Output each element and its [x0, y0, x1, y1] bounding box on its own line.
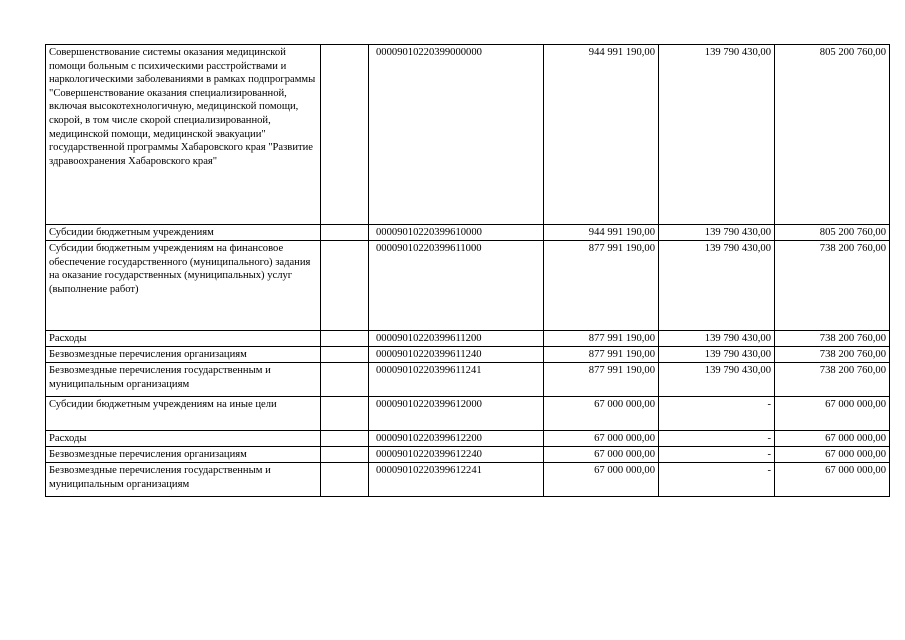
- row-amount-cell: 738 200 760,00: [775, 363, 890, 397]
- row-amount-cell: 944 991 190,00: [544, 45, 659, 225]
- table-row: [46, 331, 890, 347]
- row-name-cell: Субсидии бюджетным учреждениям на финансовое обеспечение государственного (муниципального) задания на оказание государственных (муниципальных) услуг (выполнение работ): [46, 241, 321, 331]
- row-code-cell: 00009010220399612000: [369, 397, 544, 431]
- row-amount-cell: 139 790 430,00: [659, 241, 775, 331]
- row-amount-cell: 67 000 000,00: [775, 447, 890, 463]
- row-code-cell: 00009010220399611200: [369, 331, 544, 347]
- row-code-cell: 00009010220399612241: [369, 463, 544, 497]
- row-code-cell: 00009010220399612200: [369, 431, 544, 447]
- empty-cell: [321, 45, 369, 225]
- row-amount-cell: -: [659, 463, 775, 497]
- row-code-cell: 00009010220399611241: [369, 363, 544, 397]
- row-amount-cell: 67 000 000,00: [775, 431, 890, 447]
- row-amount-cell: 805 200 760,00: [775, 225, 890, 241]
- empty-cell: [321, 347, 369, 363]
- empty-cell: [321, 363, 369, 397]
- row-name-cell: Совершенствование системы оказания медицинской помощи больным с психическими расстройствами и наркологическими заболеваниями в рамках подпрограммы "Совершенствование оказания специализированной, включая высокотехнологичную, медицинской помощи, скорой, в том числе скорой специализированной, медицинской помощи, медицинской эвакуации" государственной программы Хабаровского края "Развитие здравоохранения Хабаровского края": [46, 45, 321, 225]
- empty-cell: [321, 431, 369, 447]
- empty-cell: [321, 331, 369, 347]
- row-amount-cell: -: [659, 431, 775, 447]
- row-amount-cell: 738 200 760,00: [775, 347, 890, 363]
- row-code-cell: 00009010220399610000: [369, 225, 544, 241]
- empty-cell: [321, 447, 369, 463]
- row-code-cell: 00009010220399612240: [369, 447, 544, 463]
- row-name-cell: Расходы: [46, 431, 321, 447]
- empty-cell: [321, 225, 369, 241]
- row-code-cell: 00009010220399611000: [369, 241, 544, 331]
- table-row: [46, 463, 890, 497]
- row-amount-cell: 805 200 760,00: [775, 45, 890, 225]
- table-row: [46, 225, 890, 241]
- row-amount-cell: 67 000 000,00: [544, 431, 659, 447]
- row-code-cell: 00009010220399611240: [369, 347, 544, 363]
- table-row: [46, 347, 890, 363]
- table-row: [46, 363, 890, 397]
- row-amount-cell: 877 991 190,00: [544, 241, 659, 331]
- table-row: [46, 447, 890, 463]
- row-amount-cell: 139 790 430,00: [659, 331, 775, 347]
- budget-table: [45, 44, 890, 497]
- row-code-cell: 00009010220399000000: [369, 45, 544, 225]
- row-name-cell: Безвозмездные перечисления государственным и муниципальным организациям: [46, 363, 321, 397]
- row-amount-cell: -: [659, 447, 775, 463]
- row-amount-cell: 139 790 430,00: [659, 45, 775, 225]
- empty-cell: [321, 397, 369, 431]
- row-name-cell: Расходы: [46, 331, 321, 347]
- row-amount-cell: -: [659, 397, 775, 431]
- row-name-cell: Субсидии бюджетным учреждениям на иные цели: [46, 397, 321, 431]
- table-row: [46, 45, 890, 225]
- row-amount-cell: 877 991 190,00: [544, 347, 659, 363]
- row-amount-cell: 67 000 000,00: [544, 447, 659, 463]
- row-name-cell: Безвозмездные перечисления организациям: [46, 347, 321, 363]
- row-amount-cell: 67 000 000,00: [544, 463, 659, 497]
- row-amount-cell: 139 790 430,00: [659, 363, 775, 397]
- row-amount-cell: 944 991 190,00: [544, 225, 659, 241]
- row-amount-cell: 67 000 000,00: [544, 397, 659, 431]
- table-row: [46, 431, 890, 447]
- row-amount-cell: 738 200 760,00: [775, 241, 890, 331]
- empty-cell: [321, 463, 369, 497]
- row-amount-cell: 738 200 760,00: [775, 331, 890, 347]
- row-name-cell: Безвозмездные перечисления государственным и муниципальным организациям: [46, 463, 321, 497]
- row-amount-cell: 877 991 190,00: [544, 331, 659, 347]
- row-amount-cell: 139 790 430,00: [659, 225, 775, 241]
- row-amount-cell: 67 000 000,00: [775, 463, 890, 497]
- row-amount-cell: 67 000 000,00: [775, 397, 890, 431]
- row-name-cell: Безвозмездные перечисления организациям: [46, 447, 321, 463]
- table-row: [46, 241, 890, 331]
- table-row: [46, 397, 890, 431]
- empty-cell: [321, 241, 369, 331]
- row-amount-cell: 139 790 430,00: [659, 347, 775, 363]
- row-amount-cell: 877 991 190,00: [544, 363, 659, 397]
- row-name-cell: Субсидии бюджетным учреждениям: [46, 225, 321, 241]
